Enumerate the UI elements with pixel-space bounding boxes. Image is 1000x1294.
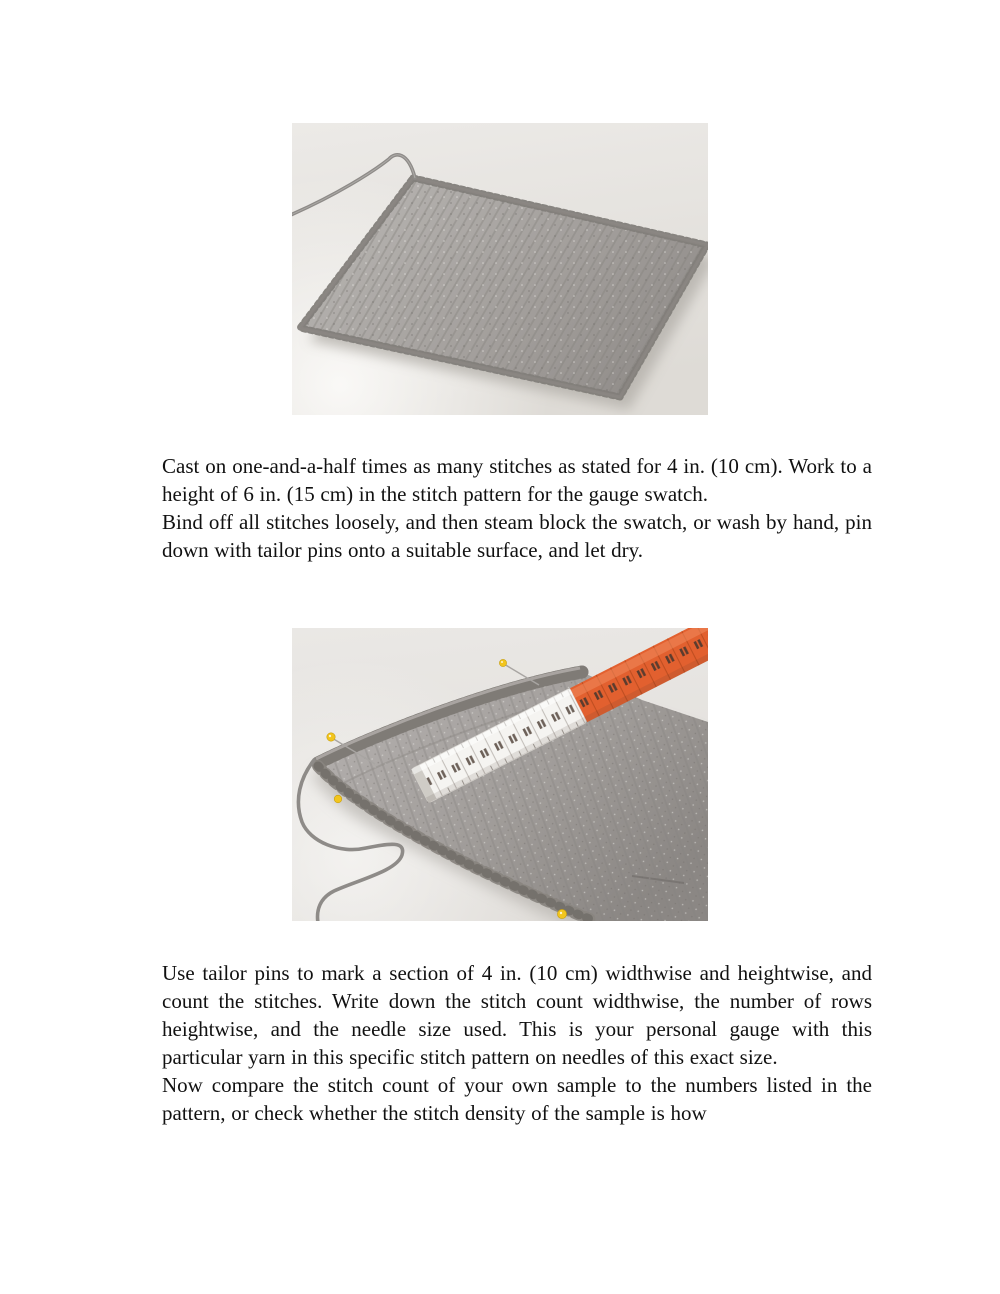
tailor-pin-head-left bbox=[327, 733, 335, 741]
swatch-illustration bbox=[292, 123, 708, 415]
paragraph-cast-on: Cast on one-and-a-half times as many stitches as stated for 4 in. (10 cm). Work to a height of 6 in. (15 cm) in the stitch pattern for the gauge swatch. bbox=[162, 454, 872, 506]
paragraph-use-tailor-pins: Use tailor pins to mark a section of 4 in. (10 cm) widthwise and heightwise, and count the stitches. Write down the stitch count widthwise, the number of rows heightwise, and the needle size used. This is your personal gauge with this particular yarn in this specific stitch pattern on needles of this exact size. bbox=[162, 961, 872, 1069]
measuring-illustration bbox=[292, 628, 708, 921]
blocked-gauge-swatch-photo bbox=[292, 123, 708, 415]
paragraph-block-2 bbox=[162, 959, 872, 1127]
measuring-gauge-swatch-photo bbox=[292, 628, 708, 921]
pin-glint bbox=[329, 735, 331, 737]
tailor-pin-head-top bbox=[499, 659, 506, 666]
tailor-pin-head-bottom bbox=[557, 909, 566, 918]
paragraph-bind-off: Bind off all stitches loosely, and then steam block the swatch, or wash by hand, pin down with tailor pins onto a suitable surface, and let dry. bbox=[162, 510, 872, 562]
tailor-pin-head-lower-left bbox=[334, 795, 342, 803]
pin-glint bbox=[560, 912, 562, 914]
paragraph-block-1 bbox=[162, 452, 872, 564]
paragraph-now-compare: Now compare the stitch count of your own sample to the numbers listed in the pattern, or check whether the stitch density of the sample is how bbox=[162, 1073, 872, 1125]
pin-glint bbox=[501, 661, 503, 663]
